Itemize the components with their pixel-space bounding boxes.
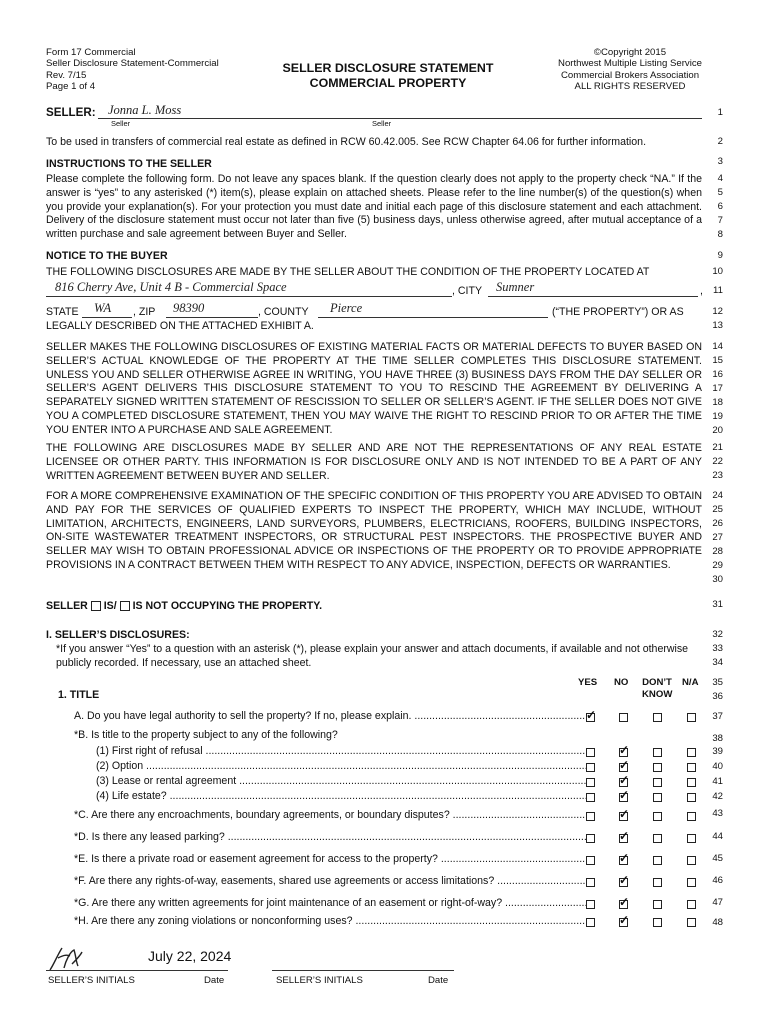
checkbox-b1-dont-know[interactable] xyxy=(652,745,664,757)
line-number: 6 xyxy=(717,201,723,212)
checkmark-icon: ✓ xyxy=(619,851,630,865)
line-number: 43 xyxy=(712,808,723,819)
checkbox-square-icon xyxy=(653,900,662,909)
line-number: 12 xyxy=(712,306,723,317)
question-a xyxy=(74,710,586,723)
line-number: 42 xyxy=(712,791,723,802)
is-checkbox[interactable] xyxy=(91,601,101,611)
copyright-line: ALL RIGHTS RESERVED xyxy=(574,81,686,93)
checkbox-square-icon xyxy=(653,878,662,887)
checkbox-square-icon xyxy=(586,918,595,927)
checkbox-square-icon xyxy=(687,900,696,909)
question-b3-text: (3) Lease or rental agreement xyxy=(96,775,237,787)
checkbox-b1-no[interactable] xyxy=(618,745,630,757)
question-c xyxy=(74,809,586,822)
checkbox-c-na[interactable] xyxy=(686,809,698,821)
initials-line-1 xyxy=(46,970,228,971)
checkbox-square-icon xyxy=(653,918,662,927)
checkmark-icon: ✓ xyxy=(619,743,630,757)
checkbox-b1-na[interactable] xyxy=(686,745,698,757)
question-g xyxy=(74,897,586,910)
checkbox-square-icon xyxy=(687,793,696,802)
checkbox-b2-na[interactable] xyxy=(686,760,698,772)
line-number: 35 xyxy=(712,677,723,688)
form-line: Page 1 of 4 xyxy=(46,81,96,93)
line-number: 9 xyxy=(717,250,723,261)
question-d xyxy=(74,831,586,844)
checkmark-icon: ✓ xyxy=(619,788,630,802)
checkmark-icon: ✓ xyxy=(619,773,630,787)
line-number: 1 xyxy=(717,107,723,118)
line-number: 39 xyxy=(712,746,723,757)
checkbox-square-icon xyxy=(586,900,595,909)
col-know: KNOW xyxy=(642,689,673,700)
checkbox-h-na[interactable] xyxy=(686,915,698,927)
checkmark-icon: ✓ xyxy=(619,913,630,927)
initials-label-2: SELLER’S INITIALS xyxy=(276,975,363,986)
checkbox-f-na[interactable] xyxy=(686,875,698,887)
col-na: N/A xyxy=(682,677,699,688)
form-id-block xyxy=(46,47,219,93)
line-number: 10 xyxy=(712,266,723,277)
county-value[interactable]: Pierce xyxy=(330,301,363,315)
col-dont: DON’T xyxy=(642,677,672,688)
line-number: 34 xyxy=(712,657,723,668)
col-no: NO xyxy=(614,677,629,688)
section-title: 1. TITLE xyxy=(58,689,100,701)
occupying-is-not: IS NOT OCCUPYING THE PROPERTY. xyxy=(132,600,323,612)
line-number: 48 xyxy=(712,917,723,928)
question-b4 xyxy=(96,790,586,803)
checkbox-d-yes[interactable] xyxy=(585,831,597,843)
col-dont-know xyxy=(642,677,672,701)
checkbox-h-dont-know[interactable] xyxy=(652,915,664,927)
checkbox-square-icon xyxy=(653,763,662,772)
form-line: Seller Disclosure Statement-Commercial xyxy=(46,58,219,70)
copyright-line: Commercial Brokers Association xyxy=(560,69,700,81)
checkbox-g-na[interactable] xyxy=(686,897,698,909)
state-label: STATE xyxy=(46,306,79,318)
question-g-text: *G. Are there any written agreements for joint maintenance of an easement or right-of-way? xyxy=(74,897,503,909)
checkbox-d-na[interactable] xyxy=(686,831,698,843)
instructions-text: Please complete the following form. Do not leave any spaces blank. If the question clearly does not apply to the property check “NA.” If the answer is “yes” to any asterisked (*) item(s), please explain on attached sheets. Please refer to the line number(s) of the question(s) when you provide your explanation(s). For your protection you must date and initial each page of this disclosure statement and each attachment. Delivery of the disclosure statement must occur not later than five (5) business days, unless otherwise agreed, after mutual acceptance of a written purchase and sale agreement between Buyer and Seller. xyxy=(46,173,702,241)
checkbox-square-icon xyxy=(653,778,662,787)
col-yes: YES xyxy=(578,677,598,688)
line-number: 30 xyxy=(712,574,723,585)
checkbox-square-icon xyxy=(653,856,662,865)
line-number: 33 xyxy=(712,643,723,654)
seller-name[interactable]: Jonna L. Moss xyxy=(108,103,182,117)
line-number: 5 xyxy=(717,187,723,198)
title-line: SELLER DISCLOSURE STATEMENT xyxy=(282,61,494,75)
checkbox-b3-dont-know[interactable] xyxy=(652,775,664,787)
seller-sublabel-2: Seller xyxy=(372,119,392,128)
county-line xyxy=(318,317,548,318)
question-c-text: *C. Are there any encroachments, boundary agreements, or boundary disputes? xyxy=(74,809,450,821)
checkbox-b1-yes[interactable] xyxy=(585,745,597,757)
notice-heading: NOTICE TO THE BUYER xyxy=(46,250,168,262)
question-e-text: *E. Is there a private road or easement agreement for access to the property? xyxy=(74,853,438,865)
notice-paragraph-2: THE FOLLOWING ARE DISCLOSURES MADE BY SELLER AND ARE NOT THE REPRESENTATIONS OF ANY REAL ESTATE LICENSEE OR OTHER PARTY. THIS INFORMATION IS FOR DISCLOSURE ONLY AND IS NOT INTENDED TO BE A PART OF ANY WRITTEN AGREEMENT BETWEEN BUYER AND SELLER. xyxy=(46,442,702,482)
checkbox-e-no[interactable] xyxy=(618,853,630,865)
question-b4-text: (4) Life estate? xyxy=(96,790,167,802)
checkbox-d-dont-know[interactable] xyxy=(652,831,664,843)
checkbox-b2-no[interactable] xyxy=(618,760,630,772)
checkmark-icon: ✓ xyxy=(586,708,597,722)
line-number: 38 xyxy=(712,733,723,744)
initials-line-2 xyxy=(272,970,454,971)
checkbox-c-no[interactable] xyxy=(618,809,630,821)
line-number: 14 xyxy=(712,341,723,352)
line-number: 15 xyxy=(712,355,723,366)
zip-line xyxy=(166,317,258,318)
checkbox-square-icon xyxy=(586,763,595,772)
checkbox-e-na[interactable] xyxy=(686,853,698,865)
line-number: 40 xyxy=(712,761,723,772)
line-number: 19 xyxy=(712,411,723,422)
checkbox-square-icon xyxy=(586,856,595,865)
line-number: 25 xyxy=(712,504,723,515)
line-number: 31 xyxy=(712,599,723,610)
notice-paragraph-1: SELLER MAKES THE FOLLOWING DISCLOSURES OF EXISTING MATERIAL FACTS OR MATERIAL DEFECTS TO BUYER BASED ON SELLER’S ACTUAL KNOWLEDGE OF THE PROPERTY AT THE TIME SELLER COMPLETES THIS DISCLOSURE STATEMENT. UNLESS YOU AND SELLER OTHERWISE AGREE IN WRITING, YOU HAVE THREE (3) BUSINESS DAYS FROM THE DAY SELLER OR SELLER’S AGENT DELIVERS THIS DISCLOSURE STATEMENT TO YOU TO RESCIND THE AGREEMENT BY DELIVERING A SEPARATELY SIGNED WRITTEN STATEMENT OF RESCISSION TO SELLER OR SELLER’S AGENT. IF THE SELLER DOES NOT GIVE YOU A COMPLETED DISCLOSURE STATEMENT, THEN YOU MAY WAIVE THE RIGHT TO RESCIND PRIOR TO OR AFTER THE TIME YOU ENTER INTO A PURCHASE AND SALE AGREEMENT. xyxy=(46,341,702,436)
checkbox-g-no[interactable] xyxy=(618,897,630,909)
checkbox-square-icon xyxy=(586,748,595,757)
checkbox-a-na[interactable] xyxy=(686,710,698,722)
checkbox-square-icon xyxy=(687,812,696,821)
question-f xyxy=(74,875,586,888)
checkbox-h-no[interactable] xyxy=(618,915,630,927)
checkbox-b4-yes[interactable] xyxy=(585,790,597,802)
state-line xyxy=(82,317,132,318)
zip-label: , ZIP xyxy=(133,306,156,318)
checkmark-icon: ✓ xyxy=(619,758,630,772)
question-h-text: *H. Are there any zoning violations or nonconforming uses? xyxy=(74,915,353,927)
checkbox-square-icon xyxy=(653,713,662,722)
line-number: 37 xyxy=(712,711,723,722)
question-f-text: *F. Are there any rights-of-way, easements, shared use agreements or access limitations? xyxy=(74,875,495,887)
checkbox-b4-dont-know[interactable] xyxy=(652,790,664,802)
line-number: 45 xyxy=(712,853,723,864)
checkbox-square-icon xyxy=(653,793,662,802)
line-number: 21 xyxy=(712,442,723,453)
occupying-statement xyxy=(46,600,322,612)
line-number: 16 xyxy=(712,369,723,380)
disclosures-heading: I. SELLER’S DISCLOSURES: xyxy=(46,629,190,641)
checkbox-square-icon xyxy=(687,878,696,887)
city-label: , CITY xyxy=(452,285,483,297)
line-number: 18 xyxy=(712,397,723,408)
checkbox-square-icon xyxy=(586,834,595,843)
line-number: 7 xyxy=(717,215,723,226)
line-number: 11 xyxy=(713,285,723,296)
checkbox-c-yes[interactable] xyxy=(585,809,597,821)
line-number: 29 xyxy=(712,560,723,571)
county-label: , COUNTY xyxy=(258,306,309,318)
line-number: 3 xyxy=(717,156,723,167)
checkbox-g-yes[interactable] xyxy=(585,897,597,909)
seller-sublabel-1: Seller xyxy=(111,119,131,128)
checkbox-square-icon xyxy=(687,778,696,787)
checkbox-g-dont-know[interactable] xyxy=(652,897,664,909)
checkbox-square-icon xyxy=(687,918,696,927)
checkbox-f-yes[interactable] xyxy=(585,875,597,887)
intro-text: To be used in transfers of commercial real estate as defined in RCW 60.42.005. See RCW Chapter 64.06 for further information. xyxy=(46,136,647,148)
question-e xyxy=(74,853,586,866)
line-number: 44 xyxy=(712,831,723,842)
checkbox-b3-yes[interactable] xyxy=(585,775,597,787)
checkbox-d-no[interactable] xyxy=(618,831,630,843)
comma: , xyxy=(700,285,703,297)
checkbox-square-icon xyxy=(586,878,595,887)
line-number: 13 xyxy=(712,320,723,331)
checkbox-e-yes[interactable] xyxy=(585,853,597,865)
copyright-line: ©Copyright 2015 xyxy=(593,47,667,58)
checkbox-e-dont-know[interactable] xyxy=(652,853,664,865)
checkbox-square-icon xyxy=(687,748,696,757)
checkbox-square-icon xyxy=(687,763,696,772)
question-b3 xyxy=(96,775,586,788)
checkbox-square-icon xyxy=(687,834,696,843)
checkmark-icon: ✓ xyxy=(619,895,630,909)
date-label-2: Date xyxy=(428,975,449,986)
copyright-block xyxy=(540,47,720,93)
initials-label-1: SELLER’S INITIALS xyxy=(48,975,135,986)
checkbox-square-icon xyxy=(653,834,662,843)
copyright-line: Northwest Multiple Listing Service xyxy=(558,58,702,70)
checkbox-a-dont-know[interactable] xyxy=(652,710,664,722)
is-not-checkbox[interactable] xyxy=(120,601,130,611)
question-b1-text: (1) First right of refusal xyxy=(96,745,203,757)
city-line xyxy=(488,296,698,297)
notice-location-text: THE FOLLOWING DISCLOSURES ARE MADE BY THE SELLER ABOUT THE CONDITION OF THE PROPERTY LOCATED AT xyxy=(46,266,650,278)
line-number: 28 xyxy=(712,546,723,557)
question-b2-text: (2) Option xyxy=(96,760,144,772)
line-number: 36 xyxy=(712,691,723,702)
line-number: 46 xyxy=(712,875,723,886)
line-number: 20 xyxy=(712,425,723,436)
seller-name-line xyxy=(98,118,702,119)
checkbox-square-icon xyxy=(586,812,595,821)
checkbox-square-icon xyxy=(586,778,595,787)
legal-description: LEGALLY DESCRIBED ON THE ATTACHED EXHIBIT A. xyxy=(46,320,314,332)
checkbox-square-icon xyxy=(687,713,696,722)
line-number: 2 xyxy=(717,136,723,147)
signature-date[interactable]: July 22, 2024 xyxy=(148,948,232,964)
instructions-heading: INSTRUCTIONS TO THE SELLER xyxy=(46,158,212,170)
checkbox-f-no[interactable] xyxy=(618,875,630,887)
checkbox-b2-yes[interactable] xyxy=(585,760,597,772)
form-line: Rev. 7/15 xyxy=(46,69,87,81)
question-h xyxy=(74,915,586,928)
occupying-is: IS/ xyxy=(103,600,117,612)
line-number: 32 xyxy=(712,629,723,640)
line-number: 17 xyxy=(712,383,723,394)
line-number: 4 xyxy=(717,173,723,184)
checkbox-square-icon xyxy=(586,793,595,802)
line-number: 24 xyxy=(712,490,723,501)
checkbox-a-no[interactable] xyxy=(618,710,630,722)
notice-paragraph-3: FOR A MORE COMPREHENSIVE EXAMINATION OF THE SPECIFIC CONDITION OF THIS PROPERTY YOU ARE ADVISED TO OBTAIN AND PAY FOR THE SERVICES OF QUALIFIED EXPERTS TO INSPECT THE PROPERTY, WHICH MAY INCLUDE, WITHOUT LIMITATION, ARCHITECTS, ENGINEERS, LAND SURVEYORS, PLUMBERS, ELECTRICIANS, ROOFERS, BUILDING INSPECTORS, ON-SITE WASTEWATER TREATMENT INSPECTORS, OR STRUCTURAL PEST INSPECTORS. THE PROSPECTIVE BUYER AND SELLER MAY WISH TO OBTAIN PROFESSIONAL ADVICE OR INSPECTIONS OF THE PROPERTY OR TO PROVIDE APPROPRIATE PROVISIONS IN A CONTRACT BETWEEN THEM WITH RESPECT TO ANY ADVICE, INSPECTION, DEFECTS OR WARRANTIES. xyxy=(46,490,702,571)
city-value[interactable]: Sumner xyxy=(496,280,535,294)
seller-label: SELLER: xyxy=(46,106,96,119)
question-a-text: A. Do you have legal authority to sell the property? If no, please explain. xyxy=(74,710,412,722)
checkbox-a-yes[interactable] xyxy=(585,710,597,722)
checkbox-b3-no[interactable] xyxy=(618,775,630,787)
question-b: *B. Is title to the property subject to any of the following? xyxy=(74,729,338,741)
checkbox-f-dont-know[interactable] xyxy=(652,875,664,887)
line-number: 8 xyxy=(717,229,723,240)
line-number: 26 xyxy=(712,518,723,529)
property-address[interactable]: 816 Cherry Ave, Unit 4 B - Commercial Space xyxy=(55,280,287,294)
checkbox-b2-dont-know[interactable] xyxy=(652,760,664,772)
form-line: Form 17 Commercial xyxy=(46,47,136,58)
property-label: (“THE PROPERTY”) OR AS xyxy=(552,306,684,318)
checkmark-icon: ✓ xyxy=(619,873,630,887)
title-line: COMMERCIAL PROPERTY xyxy=(309,76,467,90)
line-number: 41 xyxy=(712,776,723,787)
state-value[interactable]: WA xyxy=(94,301,112,315)
occupying-prefix: SELLER xyxy=(46,600,88,612)
date-label-1: Date xyxy=(204,975,225,986)
question-b2 xyxy=(96,760,586,773)
checkmark-icon: ✓ xyxy=(619,807,630,821)
checkbox-b3-na[interactable] xyxy=(686,775,698,787)
document-title xyxy=(250,61,526,91)
zip-value[interactable]: 98390 xyxy=(173,301,205,315)
checkbox-square-icon xyxy=(653,812,662,821)
checkbox-h-yes[interactable] xyxy=(585,915,597,927)
checkbox-b4-no[interactable] xyxy=(618,790,630,802)
line-number: 47 xyxy=(712,897,723,908)
checkbox-square-icon xyxy=(653,748,662,757)
question-b1 xyxy=(96,745,586,758)
line-number: 27 xyxy=(712,532,723,543)
line-number: 22 xyxy=(712,456,723,467)
checkmark-icon: ✓ xyxy=(619,829,630,843)
question-d-text: *D. Is there any leased parking? xyxy=(74,831,225,843)
address-line xyxy=(46,296,452,297)
checkbox-square-icon xyxy=(619,713,628,722)
checkbox-square-icon xyxy=(687,856,696,865)
disclosures-note: *If you answer “Yes” to a question with an asterisk (*), please explain your answer and attach documents, if available and not otherwise publicly recorded. If necessary, use an attached sheet. xyxy=(56,643,689,669)
line-number: 23 xyxy=(712,470,723,481)
checkbox-b4-na[interactable] xyxy=(686,790,698,802)
checkbox-c-dont-know[interactable] xyxy=(652,809,664,821)
